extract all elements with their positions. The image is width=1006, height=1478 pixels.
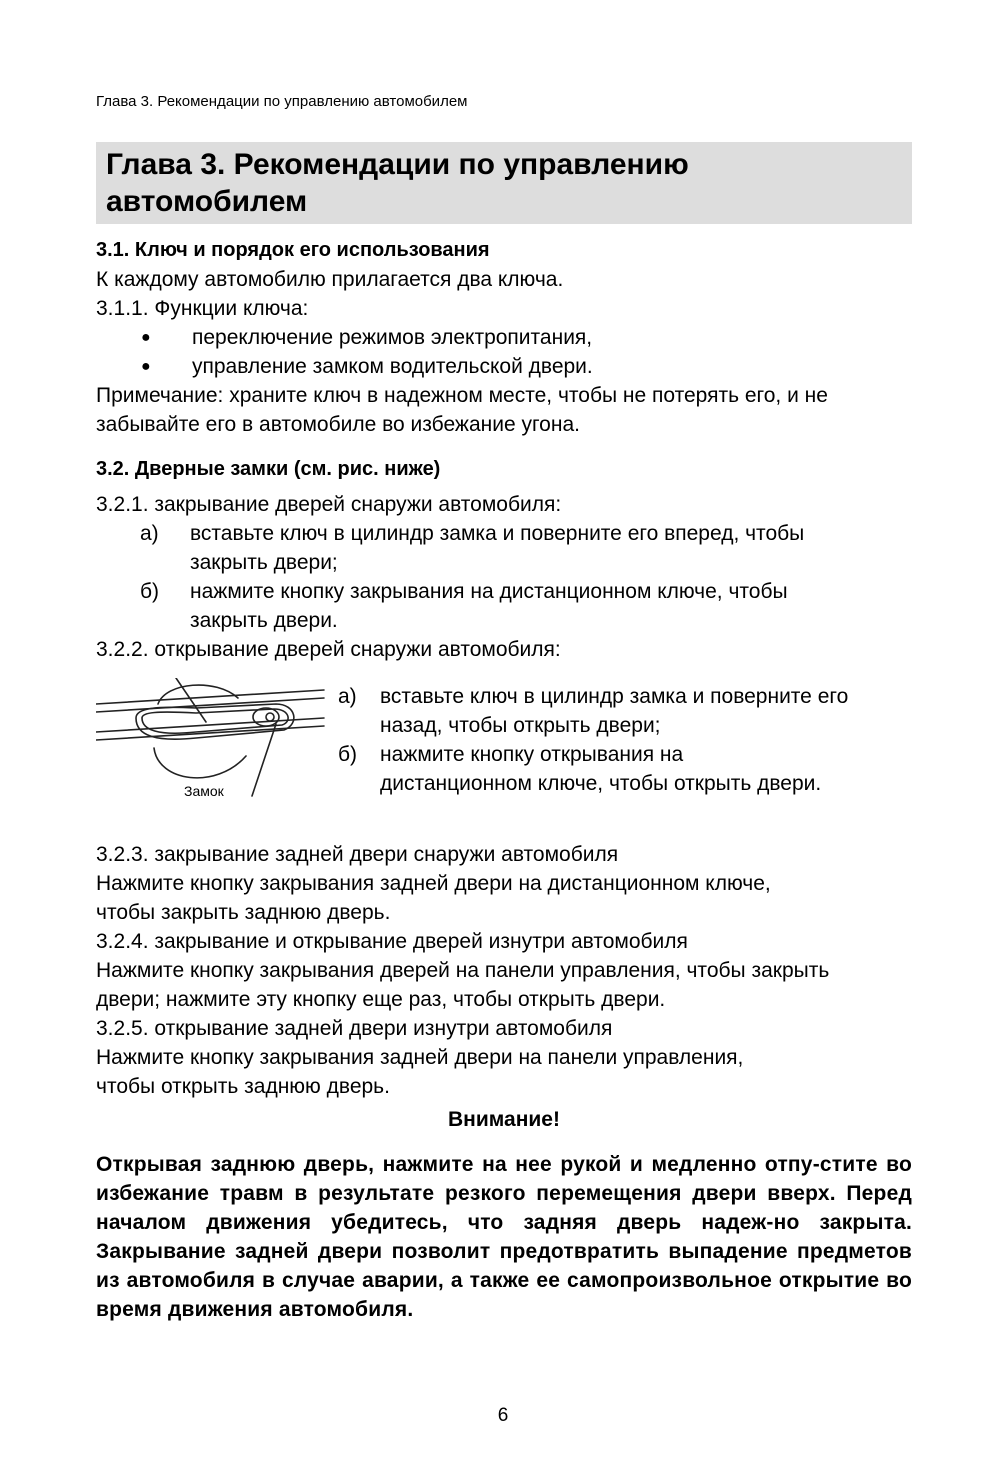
text-line: чтобы закрыть заднюю дверь. — [96, 901, 391, 924]
warning-text: Открывая заднюю дверь, нажмите на нее рукой и медленно отпу-стите во избежание травм в результате резкого перемещения двери вверх. Перед началом движения убедитесь, что задняя дверь надеж-но закрыта. Закрывание задней двери позволит предотвратить выпадение предметов из автомобиля в случае аварии, а также ее самопроизвольное открытие во время движения автомобиля. — [96, 1153, 912, 1321]
list-marker: а) — [140, 522, 159, 545]
warning-title: Внимание! — [448, 1108, 560, 1131]
list-item — [96, 352, 912, 381]
text-line: Нажмите кнопку закрывания задней двери на дистанционном ключе, — [96, 872, 771, 895]
text-line: чтобы открыть заднюю дверь. — [96, 1075, 390, 1098]
list-item — [96, 323, 912, 352]
text-line: двери; нажмите эту кнопку еще раз, чтобы открыть двери. — [96, 988, 666, 1011]
list-item-line2: назад, чтобы открыть двери; — [380, 714, 661, 737]
figure-side-text — [336, 682, 916, 798]
section-3-2-4-text — [96, 956, 912, 1014]
page-number: 6 — [497, 1405, 509, 1426]
section-3-1-intro: К каждому автомобилю прилагается два ключа. — [96, 268, 564, 291]
list-item-text: управление замком водительской двери. — [192, 355, 593, 378]
chapter-title — [106, 146, 912, 220]
chapter-title-line2: автомобилем — [106, 185, 308, 218]
bullet-icon: ● — [141, 329, 151, 346]
text-line: Нажмите кнопку закрывания задней двери на панели управления, — [96, 1046, 744, 1069]
section-3-2-2-label: 3.2.2. открывание дверей снаружи автомобиля: — [96, 638, 561, 661]
section-3-2-4-label: 3.2.4. закрывание и открывание дверей изнутри автомобиля — [96, 930, 688, 953]
list-marker: а) — [338, 685, 357, 708]
chapter-title-box — [96, 142, 912, 224]
list-item-line2: закрыть двери. — [190, 609, 338, 632]
figure-caption: Замок — [184, 783, 224, 799]
list-item — [96, 577, 912, 635]
list-item — [336, 740, 916, 798]
door-handle-figure — [96, 678, 326, 810]
list-marker: б) — [338, 743, 358, 766]
list-item-line2: закрыть двери; — [190, 551, 338, 574]
chapter-title-line1: Глава 3. Рекомендации по управлению — [106, 148, 689, 181]
list-item-line1: вставьте ключ в цилиндр замка и поверните его вперед, чтобы — [190, 522, 805, 545]
list-item-line1: нажмите кнопку закрывания на дистанционном ключе, чтобы — [190, 580, 788, 603]
section-3-2-1-label: 3.2.1. закрывание дверей снаружи автомобиля: — [96, 493, 562, 516]
page-content — [96, 236, 912, 1324]
section-3-2-5-text — [96, 1043, 912, 1101]
key-note — [96, 381, 912, 439]
section-3-2-5-label: 3.2.5. открывание задней двери изнутри автомобиля — [96, 1017, 613, 1040]
list-item-line2: дистанционном ключе, чтобы открыть двери. — [380, 772, 822, 795]
text-line: Нажмите кнопку закрывания дверей на панели управления, чтобы закрыть — [96, 959, 830, 982]
list-item-line1: вставьте ключ в цилиндр замка и поверните его — [380, 685, 849, 708]
section-3-2-heading: 3.2. Дверные замки (см. рис. ниже) — [96, 458, 441, 480]
key-functions-label: 3.1.1. Функции ключа: — [96, 297, 309, 320]
running-header: Глава 3. Рекомендации по управлению автомобилем — [96, 93, 468, 110]
key-note-line1: Примечание: храните ключ в надежном месте, чтобы не потерять его, и не — [96, 384, 828, 407]
section-3-2-3-text — [96, 869, 912, 927]
key-functions-list — [96, 323, 912, 381]
section-3-1-heading: 3.1. Ключ и порядок его использования — [96, 239, 490, 261]
key-note-line2: забывайте его в автомобиле во избежание угона. — [96, 413, 580, 436]
spacer — [96, 439, 912, 455]
door-lock-figure-row — [96, 678, 912, 840]
list-item — [96, 519, 912, 577]
section-3-2-3-label: 3.2.3. закрывание задней двери снаружи автомобиля — [96, 843, 619, 866]
list-item-line1: нажмите кнопку открывания на — [380, 743, 684, 766]
list-item — [336, 682, 916, 740]
list-marker: б) — [140, 580, 160, 603]
bullet-icon: ● — [141, 358, 151, 375]
list-item-text: переключение режимов электропитания, — [192, 326, 593, 349]
